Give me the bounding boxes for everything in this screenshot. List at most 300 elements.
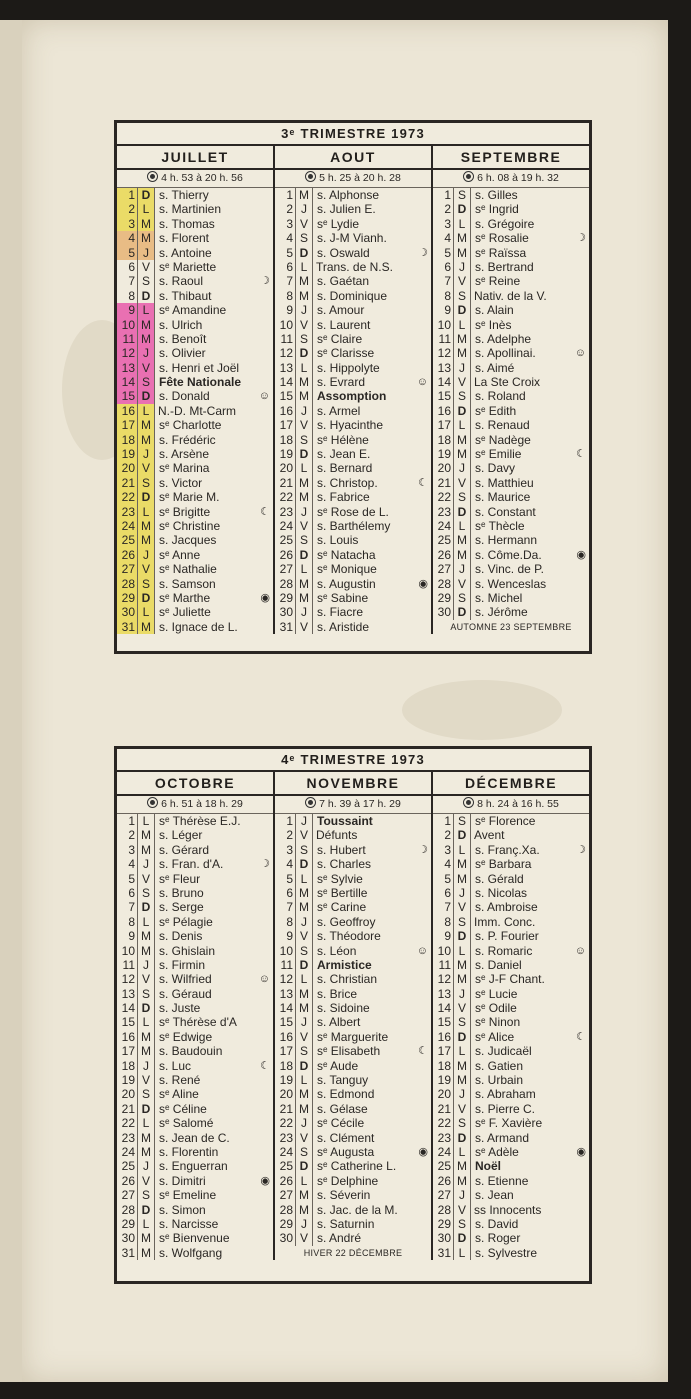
- day-row: [433, 447, 589, 461]
- saint-name-text: s. Ignace de L.: [159, 619, 238, 634]
- day-number: 8: [117, 915, 138, 929]
- weekday-letter: M: [138, 828, 155, 842]
- weekday-letter: J: [296, 1015, 313, 1029]
- day-row: [275, 1102, 431, 1116]
- day-number: 2: [275, 202, 296, 216]
- weekday-letter: S: [454, 490, 471, 504]
- weekday-letter: M: [454, 972, 471, 986]
- saint-name-text: sᵉ Bienvenue: [159, 1231, 230, 1246]
- day-row: [275, 476, 431, 490]
- saint-name-text: s. Ghislain: [159, 943, 216, 958]
- saint-name: [471, 929, 589, 943]
- saint-name: [313, 346, 431, 360]
- moon-phase-icon: ◉: [576, 1145, 586, 1158]
- weekday-letter: D: [296, 1159, 313, 1173]
- day-number: 9: [117, 303, 138, 317]
- day-number: 29: [117, 591, 138, 605]
- saint-name-text: s. Judicaël: [475, 1044, 532, 1059]
- saint-name: [313, 404, 431, 418]
- saint-name: [155, 562, 273, 576]
- weekday-letter: M: [454, 857, 471, 871]
- day-row: [433, 231, 589, 245]
- day-number: 7: [117, 900, 138, 914]
- day-number: 15: [275, 389, 296, 403]
- saint-name-text: sᵉ Ingrid: [475, 202, 519, 217]
- saint-name: [313, 1188, 431, 1202]
- weekday-letter: M: [138, 519, 155, 533]
- saint-name-text: s. Gatien: [475, 1058, 524, 1073]
- weekday-letter: V: [454, 1001, 471, 1015]
- stain: [402, 680, 562, 740]
- weekday-letter: D: [454, 1030, 471, 1044]
- saint-name-text: s. Alphonse: [317, 188, 380, 202]
- weekday-letter: J: [296, 814, 313, 828]
- day-number: 25: [275, 533, 296, 547]
- weekday-letter: D: [296, 958, 313, 972]
- moon-phase-icon: ☺: [574, 347, 586, 360]
- saint-name: [471, 577, 589, 591]
- day-row: [117, 987, 273, 1001]
- weekday-letter: M: [296, 188, 313, 202]
- weekday-letter: D: [138, 1001, 155, 1015]
- moon-phase-icon: ☺: [258, 390, 270, 403]
- saint-name-text: s. Frédéric: [159, 432, 216, 447]
- day-number: 14: [433, 375, 454, 389]
- day-row: [433, 202, 589, 216]
- weekday-letter: L: [454, 1044, 471, 1058]
- day-row: [275, 1087, 431, 1101]
- weekday-letter: J: [138, 958, 155, 972]
- day-row: [275, 1231, 431, 1245]
- saint-name: [155, 944, 273, 958]
- day-number: 27: [117, 562, 138, 576]
- day-number: 13: [117, 361, 138, 375]
- saint-name-text: s. Nicolas: [475, 885, 528, 900]
- sun-times-text: 5 h. 25 à 20 h. 28: [319, 172, 401, 184]
- weekday-letter: M: [138, 1131, 155, 1145]
- saint-name: [313, 591, 431, 605]
- saint-name-text: sᵉ Adèle: [475, 1144, 519, 1159]
- saint-name: [471, 418, 589, 432]
- saint-name: [155, 1087, 273, 1101]
- saint-name-text: s. Christop.: [317, 475, 378, 490]
- weekday-letter: S: [454, 389, 471, 403]
- day-row: [275, 987, 431, 1001]
- weekday-letter: L: [138, 404, 155, 418]
- day-number: 10: [275, 318, 296, 332]
- weekday-letter: M: [454, 872, 471, 886]
- weekday-letter: M: [296, 274, 313, 288]
- saint-name: [471, 857, 589, 871]
- moon-phase-icon: ☾: [576, 1030, 586, 1043]
- weekday-letter: M: [454, 332, 471, 346]
- sun-icon: [463, 797, 474, 808]
- weekday-letter: M: [138, 620, 155, 634]
- saint-name-text: s. J-M Vianh.: [317, 231, 387, 246]
- saint-name-text: sᵉ Fleur: [159, 871, 201, 886]
- day-row: [433, 1116, 589, 1130]
- saint-name-text: s. Théodore: [317, 929, 381, 944]
- moon-phase-icon: ◉: [260, 1174, 270, 1187]
- day-row: [433, 900, 589, 914]
- saint-name: [313, 231, 431, 245]
- saint-name: [471, 303, 589, 317]
- weekday-letter: L: [296, 361, 313, 375]
- day-row: [117, 375, 273, 389]
- saint-name-text: sᵉ Sylvie: [317, 871, 363, 886]
- saint-name-text: s. Adelphe: [475, 331, 532, 346]
- saint-name-text: s. Gélase: [317, 1101, 368, 1116]
- saint-name-text: s. Hubert: [317, 842, 366, 857]
- saint-name: [155, 620, 273, 634]
- day-row: [117, 843, 273, 857]
- day-number: 13: [117, 987, 138, 1001]
- day-number: 7: [117, 274, 138, 288]
- saint-name: [313, 260, 431, 274]
- saint-name: [155, 886, 273, 900]
- weekday-letter: J: [296, 915, 313, 929]
- weekday-letter: S: [454, 1217, 471, 1231]
- saint-name: [313, 900, 431, 914]
- day-row: [117, 972, 273, 986]
- day-row: [117, 1217, 273, 1231]
- weekday-letter: L: [138, 303, 155, 317]
- saint-name-text: s. Franç.Xa.: [475, 842, 540, 857]
- saint-name-text: sᵉ Charlotte: [159, 418, 222, 433]
- saint-name: [155, 843, 273, 857]
- day-number: 6: [117, 260, 138, 274]
- day-row: [117, 1030, 273, 1044]
- saint-name-text: s. Roger: [475, 1231, 521, 1246]
- saint-name-text: s. Renaud: [475, 418, 530, 433]
- day-row: [275, 591, 431, 605]
- moon-phase-icon: ☽: [418, 246, 428, 259]
- weekday-letter: J: [454, 260, 471, 274]
- day-number: 15: [433, 389, 454, 403]
- day-number: 5: [117, 872, 138, 886]
- weekday-letter: S: [138, 886, 155, 900]
- day-row: [433, 289, 589, 303]
- saint-name: [155, 1159, 273, 1173]
- saint-name: [155, 231, 273, 245]
- saint-name-text: s. Jean: [475, 1188, 514, 1203]
- saint-name: [313, 1059, 431, 1073]
- saint-name-text: sᵉ Lydie: [317, 216, 360, 231]
- day-row: [117, 217, 273, 231]
- day-number: 8: [433, 915, 454, 929]
- day-number: 30: [117, 605, 138, 619]
- saint-name: [155, 346, 273, 360]
- day-number: 22: [275, 1116, 296, 1130]
- weekday-letter: M: [454, 433, 471, 447]
- day-number: 15: [433, 1015, 454, 1029]
- day-number: 11: [275, 332, 296, 346]
- weekday-letter: L: [454, 944, 471, 958]
- month-name: NOVEMBRE: [273, 772, 431, 794]
- saint-name: [471, 289, 589, 303]
- weekday-letter: D: [138, 389, 155, 403]
- day-number: 31: [275, 620, 296, 634]
- day-number: 16: [275, 404, 296, 418]
- weekday-letter: L: [138, 814, 155, 828]
- day-row: [117, 231, 273, 245]
- day-row: [117, 1059, 273, 1073]
- weekday-letter: L: [454, 843, 471, 857]
- saint-name-text: sᵉ Emilie: [475, 447, 522, 462]
- saint-name: [155, 274, 273, 288]
- saint-name: [313, 490, 431, 504]
- weekday-letter: M: [296, 389, 313, 403]
- day-number: 25: [117, 533, 138, 547]
- saint-name: [471, 972, 589, 986]
- saint-name: [313, 447, 431, 461]
- day-number: 5: [433, 872, 454, 886]
- day-row: [433, 246, 589, 260]
- saint-name-text: ss Innocents: [474, 1202, 542, 1217]
- saint-name: [471, 389, 589, 403]
- saint-name-text: s. Urbain: [475, 1073, 524, 1088]
- weekday-letter: M: [138, 1044, 155, 1058]
- saint-name-text: sᵉ Lucie: [475, 986, 518, 1001]
- day-row: [275, 346, 431, 360]
- saint-name: [313, 857, 431, 871]
- quarter-4: [114, 746, 592, 1284]
- day-number: 17: [275, 1044, 296, 1058]
- saint-name: [471, 1159, 589, 1173]
- day-row: [117, 944, 273, 958]
- saint-name-text: s. Abraham: [475, 1087, 536, 1102]
- day-row: [117, 418, 273, 432]
- day-number: 9: [433, 303, 454, 317]
- saint-name-text: s. Louis: [317, 533, 359, 548]
- day-row: [433, 814, 589, 828]
- saint-name-text: s. Tanguy: [317, 1073, 369, 1088]
- day-number: 2: [117, 202, 138, 216]
- day-number: 25: [275, 1159, 296, 1173]
- sun-times-text: 6 h. 51 à 18 h. 29: [161, 798, 243, 810]
- weekday-letter: S: [296, 533, 313, 547]
- saint-name-text: s. Ulrich: [159, 317, 203, 332]
- moon-phase-icon: ☽: [260, 858, 270, 871]
- saint-name-text: s. Evrard: [317, 375, 366, 390]
- saint-name: [155, 929, 273, 943]
- weekday-letter: L: [138, 605, 155, 619]
- day-number: 26: [117, 548, 138, 562]
- day-row: [433, 375, 589, 389]
- weekday-letter: M: [296, 1102, 313, 1116]
- day-number: 27: [275, 1188, 296, 1202]
- day-number: 23: [117, 1131, 138, 1145]
- day-number: 10: [117, 944, 138, 958]
- day-number: 29: [275, 1217, 296, 1231]
- moon-phase-icon: ☺: [258, 973, 270, 986]
- saint-name-text: sᵉ Thècle: [475, 518, 525, 533]
- saint-name: [313, 389, 431, 403]
- quarter-title: 3ᵉ TRIMESTRE 1973: [117, 123, 589, 146]
- saint-name: [471, 591, 589, 605]
- saint-name: [471, 361, 589, 375]
- moon-phase-icon: ☾: [260, 1059, 270, 1072]
- saint-name: [155, 389, 273, 403]
- weekday-letter: S: [138, 987, 155, 1001]
- day-number: 29: [117, 1217, 138, 1231]
- saint-name-text: s. David: [475, 1216, 519, 1231]
- saint-name-text: s. Samson: [159, 576, 216, 591]
- day-number: 4: [117, 231, 138, 245]
- saint-name: [313, 872, 431, 886]
- day-row: [433, 972, 589, 986]
- day-row: [275, 505, 431, 519]
- weekday-letter: J: [138, 1059, 155, 1073]
- saint-name-text: sᵉ Claire: [317, 331, 363, 346]
- day-row: [433, 533, 589, 547]
- day-row: [117, 519, 273, 533]
- day-number: 26: [433, 1174, 454, 1188]
- day-row: [117, 274, 273, 288]
- saint-name-text: sᵉ Thérèse d'A: [159, 1015, 237, 1030]
- saint-name: [471, 843, 589, 857]
- day-number: 13: [275, 361, 296, 375]
- moon-phase-icon: ◉: [260, 591, 270, 604]
- day-row: [275, 1131, 431, 1145]
- day-number: 18: [275, 1059, 296, 1073]
- weekday-letter: L: [138, 202, 155, 216]
- saint-name-text: s. Sylvestre: [475, 1245, 538, 1260]
- weekday-letter: S: [138, 274, 155, 288]
- day-number: 20: [117, 461, 138, 475]
- saint-name: [313, 476, 431, 490]
- weekday-letter: D: [296, 1059, 313, 1073]
- day-row: [433, 944, 589, 958]
- saint-name: [155, 591, 273, 605]
- day-row: [117, 188, 273, 202]
- day-number: 10: [275, 944, 296, 958]
- saint-name-text: s. Christian: [317, 972, 378, 987]
- saint-name-text: s. Luc: [159, 1058, 192, 1073]
- saint-name: [313, 886, 431, 900]
- saint-name: [471, 375, 589, 389]
- day-number: 5: [433, 246, 454, 260]
- saint-name: [471, 533, 589, 547]
- day-row: [117, 872, 273, 886]
- saint-name: [471, 476, 589, 490]
- saint-name-text: Imm. Conc.: [474, 914, 536, 929]
- saint-name: [155, 1030, 273, 1044]
- day-row: [275, 915, 431, 929]
- saint-name-text: s. Séverin: [317, 1188, 371, 1203]
- sun-icon: [147, 797, 158, 808]
- saint-name: [471, 447, 589, 461]
- weekday-letter: S: [138, 577, 155, 591]
- weekday-letter: D: [454, 202, 471, 216]
- saint-name-text: sᵉ Christine: [159, 518, 221, 533]
- saint-name: [155, 972, 273, 986]
- saint-name: [313, 375, 431, 389]
- day-row: [117, 1015, 273, 1029]
- weekday-letter: D: [138, 900, 155, 914]
- weekday-letter: M: [296, 591, 313, 605]
- saint-name: [155, 872, 273, 886]
- saint-name-text: s. Simon: [159, 1202, 206, 1217]
- saint-name: [155, 900, 273, 914]
- saint-name: [313, 1073, 431, 1087]
- day-row: [117, 929, 273, 943]
- weekday-letter: M: [138, 1246, 155, 1260]
- day-number: 24: [433, 519, 454, 533]
- saint-name-text: s. Grégoire: [475, 216, 535, 231]
- day-row: [117, 404, 273, 418]
- saint-name: [155, 289, 273, 303]
- saint-name: [155, 1015, 273, 1029]
- weekday-letter: M: [454, 958, 471, 972]
- saint-name: [313, 1217, 431, 1231]
- day-row: [117, 857, 273, 871]
- day-number: 31: [433, 1246, 454, 1260]
- saint-name-text: s. Gilles: [475, 188, 518, 202]
- weekday-letter: S: [454, 1015, 471, 1029]
- saint-name-text: s. Firmin: [159, 957, 205, 972]
- saint-name: [471, 605, 589, 619]
- saint-name-text: s. Martinien: [159, 202, 222, 217]
- saint-name: [155, 605, 273, 619]
- weekday-letter: M: [296, 490, 313, 504]
- day-number: 16: [117, 404, 138, 418]
- day-row: [275, 886, 431, 900]
- day-number: 23: [275, 505, 296, 519]
- day-row: [117, 289, 273, 303]
- day-number: 7: [275, 900, 296, 914]
- saint-name-text: sᵉ Raïssa: [475, 245, 527, 260]
- weekday-letter: J: [138, 246, 155, 260]
- saint-name-text: sᵉ Elisabeth: [317, 1044, 381, 1059]
- saint-name-text: sᵉ Hélène: [317, 432, 369, 447]
- saint-name: [155, 246, 273, 260]
- saint-name-text: sᵉ Salomé: [159, 1116, 214, 1131]
- day-number: 22: [433, 1116, 454, 1130]
- saint-name: [155, 202, 273, 216]
- weekday-letter: S: [296, 332, 313, 346]
- saint-name-text: s. Thierry: [159, 188, 209, 202]
- weekday-letter: M: [454, 246, 471, 260]
- saint-name-text: s. Ambroise: [475, 900, 538, 915]
- day-number: 3: [433, 217, 454, 231]
- month-column: [273, 796, 431, 1260]
- day-number: 12: [275, 972, 296, 986]
- weekday-letter: J: [296, 303, 313, 317]
- day-row: [117, 1246, 273, 1260]
- weekday-letter: L: [138, 1217, 155, 1231]
- day-row: [117, 591, 273, 605]
- day-number: 19: [275, 1073, 296, 1087]
- weekday-letter: M: [138, 217, 155, 231]
- weekday-letter: J: [138, 548, 155, 562]
- day-number: 23: [275, 1131, 296, 1145]
- saint-name-text: s. Donald: [159, 389, 210, 404]
- day-number: 31: [117, 620, 138, 634]
- saint-name: [471, 987, 589, 1001]
- saint-name: [313, 202, 431, 216]
- day-number: 12: [433, 346, 454, 360]
- day-row: [117, 533, 273, 547]
- saint-name-text: s. Charles: [317, 857, 372, 872]
- saint-name-text: sᵉ Augusta: [317, 1144, 375, 1159]
- day-row: [117, 361, 273, 375]
- saint-name: [471, 1131, 589, 1145]
- day-row: [275, 1001, 431, 1015]
- saint-name: [313, 461, 431, 475]
- day-row: [275, 1015, 431, 1029]
- saint-name-text: s. Narcisse: [159, 1216, 219, 1231]
